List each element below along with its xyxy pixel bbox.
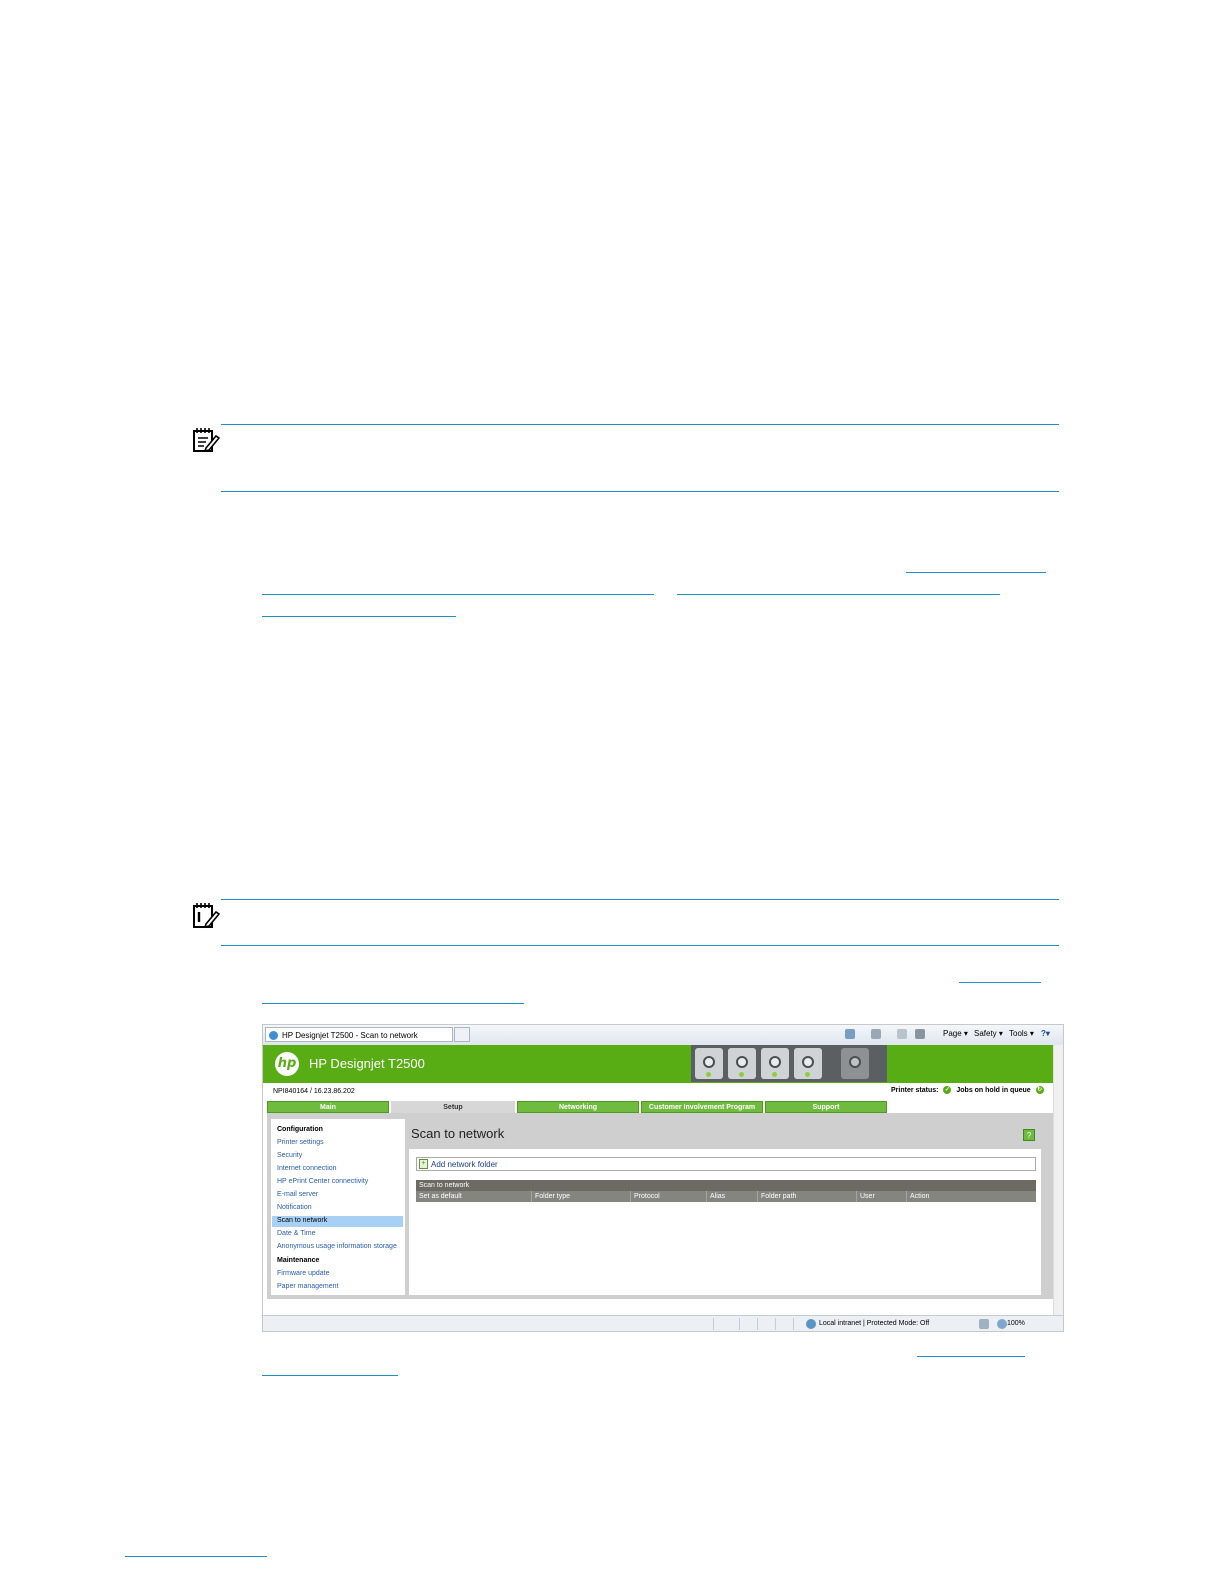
- main-panel: [409, 1119, 1041, 1295]
- link-underline[interactable]: [262, 1003, 524, 1004]
- link-underline[interactable]: [262, 594, 654, 595]
- vertical-scrollbar[interactable]: [1053, 1045, 1064, 1315]
- sidebar-item-paper-management[interactable]: Paper management: [277, 1283, 339, 1290]
- important-note-icon: [192, 902, 220, 930]
- embedded-web-server-screenshot: [262, 1024, 1064, 1332]
- safety-menu[interactable]: Safety ▾: [974, 1029, 1003, 1038]
- browser-tab-title: HP Designjet T2500 - Scan to network: [282, 1031, 418, 1040]
- link-underline[interactable]: [262, 1375, 398, 1376]
- hp-logo: hp: [275, 1052, 299, 1076]
- sidebar-item-security[interactable]: Security: [277, 1152, 303, 1159]
- browser-statusbar: [263, 1315, 1063, 1332]
- tab-networking[interactable]: Networking: [517, 1101, 639, 1113]
- sidebar-item-date-time[interactable]: Date & Time: [277, 1230, 316, 1237]
- tab-support[interactable]: Support: [765, 1101, 887, 1113]
- print-icon[interactable]: [915, 1029, 925, 1039]
- link-underline[interactable]: [906, 572, 1046, 573]
- tools-menu[interactable]: Tools ▾: [1009, 1029, 1034, 1038]
- page-menu[interactable]: Page ▾: [943, 1029, 968, 1038]
- sidebar-item-email-server[interactable]: E-mail server: [277, 1191, 319, 1198]
- link-underline[interactable]: [959, 982, 1041, 983]
- note-rule-top: [221, 899, 1059, 900]
- ie-page-icon: [269, 1031, 278, 1040]
- column-header-set-as-default: Set as default: [419, 1193, 462, 1200]
- help-button[interactable]: ?: [1023, 1129, 1035, 1141]
- printer-status: [891, 1086, 1047, 1094]
- column-header-folder-type: Folder type: [531, 1191, 630, 1202]
- help-menu[interactable]: ?▾: [1041, 1029, 1050, 1038]
- sidebar-item-internet-connection[interactable]: Internet connection: [277, 1165, 337, 1172]
- sidebar-heading-configuration: Configuration: [277, 1126, 323, 1133]
- table-header-row: [416, 1191, 1036, 1202]
- page-title: Scan to network: [411, 1126, 505, 1141]
- sidebar-item-anonymous-usage[interactable]: Anonymous usage information storage: [277, 1243, 397, 1250]
- link-underline[interactable]: [677, 594, 1000, 595]
- tab-setup[interactable]: Setup: [391, 1101, 515, 1113]
- table-caption: Scan to network: [416, 1180, 1036, 1191]
- add-network-folder-link[interactable]: Add network folder: [431, 1160, 498, 1169]
- sidebar-item-scan-to-network[interactable]: Scan to network: [277, 1217, 328, 1224]
- status-ok-icon: ✓: [944, 1087, 950, 1093]
- jobs-on-hold-label: Jobs on hold in queue: [956, 1086, 1031, 1094]
- add-folder-icon[interactable]: +: [419, 1159, 428, 1169]
- mail-icon[interactable]: [897, 1029, 907, 1039]
- setup-sidebar: [271, 1119, 405, 1295]
- add-folder-box: [416, 1157, 1036, 1171]
- note-rule-top: [221, 424, 1059, 425]
- main-header: [409, 1119, 1041, 1149]
- home-icon[interactable]: [845, 1029, 855, 1039]
- refresh-icon[interactable]: ↻: [1037, 1087, 1043, 1093]
- sidebar-item-notification[interactable]: Notification: [277, 1204, 312, 1211]
- column-header-action: Action: [906, 1191, 1036, 1202]
- note-rule-bottom: [221, 945, 1059, 946]
- browser-toolbar: [263, 1025, 1063, 1046]
- intranet-globe-icon: [806, 1319, 816, 1329]
- column-header-user: User: [856, 1191, 906, 1202]
- tab-main[interactable]: Main: [267, 1101, 389, 1113]
- note-icon: [192, 426, 220, 454]
- sidebar-item-firmware-update[interactable]: Firmware update: [277, 1270, 330, 1277]
- zone-settings-icon[interactable]: [979, 1319, 989, 1329]
- sidebar-item-printer-settings[interactable]: Printer settings: [277, 1139, 324, 1146]
- zoom-icon[interactable]: [997, 1319, 1007, 1329]
- printer-ip-info: NPI840164 / 16.23.86.202: [273, 1088, 355, 1095]
- product-title: HP Designjet T2500: [309, 1056, 425, 1071]
- printer-cartridge-image: [691, 1045, 887, 1082]
- column-header-folder-path: Folder path: [757, 1191, 856, 1202]
- note-rule-bottom: [221, 491, 1059, 492]
- footer-link-underline[interactable]: [125, 1556, 267, 1557]
- printer-status-label: Printer status:: [891, 1086, 939, 1094]
- feeds-icon[interactable]: [871, 1029, 881, 1039]
- column-header-alias: Alias: [706, 1191, 757, 1202]
- zoom-level[interactable]: 100%: [1007, 1320, 1025, 1327]
- sidebar-item-eprint-center[interactable]: HP ePrint Center connectivity: [277, 1178, 369, 1185]
- browser-tab[interactable]: [265, 1027, 453, 1042]
- tab-customer-involvement[interactable]: Customer Involvement Program: [641, 1101, 763, 1113]
- sidebar-heading-maintenance: Maintenance: [277, 1257, 320, 1264]
- link-underline[interactable]: [917, 1356, 1025, 1357]
- new-tab-button[interactable]: [454, 1027, 470, 1042]
- column-header-protocol: Protocol: [630, 1191, 706, 1202]
- security-zone: Local intranet | Protected Mode: Off: [819, 1320, 930, 1327]
- link-underline[interactable]: [262, 616, 456, 617]
